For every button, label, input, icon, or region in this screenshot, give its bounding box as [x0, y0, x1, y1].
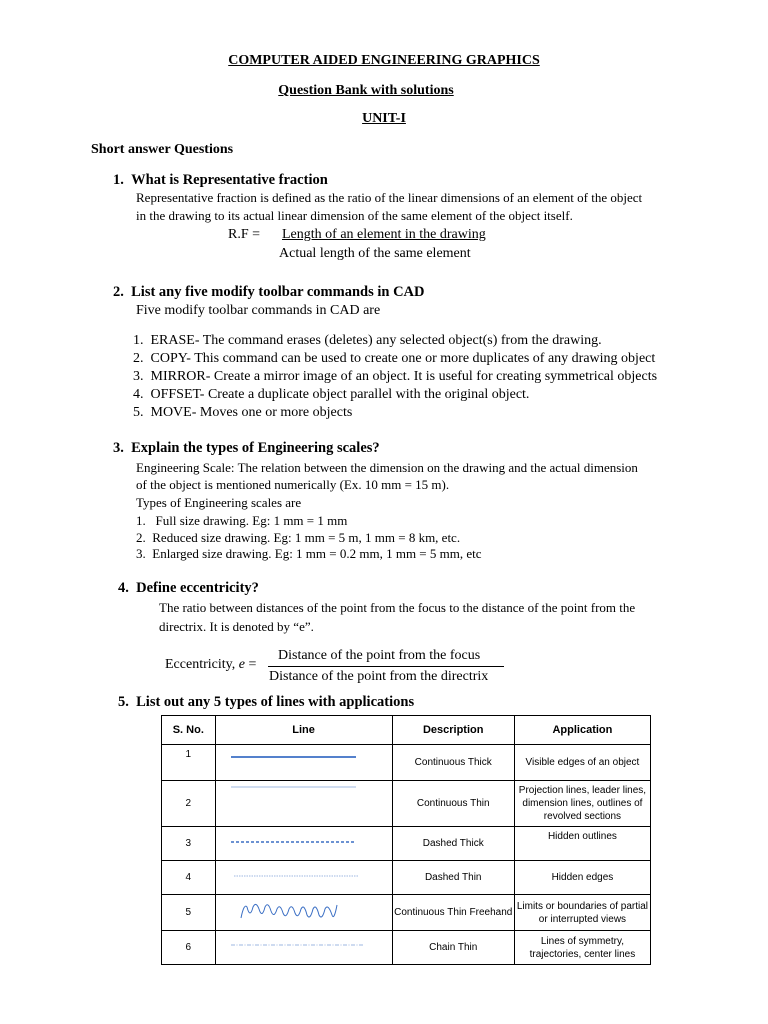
rf-denominator: Actual length of the same element: [279, 246, 471, 261]
application-cell: Projection lines, leader lines, dimension lines, outlines of revolved sections: [514, 781, 650, 827]
line-sample-cell: [215, 861, 392, 895]
table-row: [162, 861, 651, 895]
lines-table: [161, 715, 651, 965]
application-cell: Hidden edges: [514, 861, 650, 895]
freehand-line-sample: [216, 895, 392, 927]
list-item: 3. MIRROR- Create a mirror image of an object. It is useful for creating symmetrical objects: [133, 369, 658, 384]
fraction-bar: [268, 666, 504, 667]
list-item: 2. Reduced size drawing. Eg: 1 mm = 5 m, 1 mm = 8 km, etc.: [136, 530, 461, 545]
table-row: [162, 931, 651, 965]
table-header-row: [162, 716, 651, 745]
line-sample-cell: [215, 781, 392, 827]
section-heading: Short answer Questions: [91, 142, 234, 157]
application-cell: Visible edges of an object: [514, 745, 650, 781]
q5-heading: 5. List out any 5 types of lines with applications: [118, 694, 415, 710]
rf-numerator: Length of an element in the drawing: [282, 227, 486, 242]
description-cell: Dashed Thick: [392, 827, 514, 861]
column-header: Application: [514, 716, 650, 745]
q2-heading: 2. List any five modify toolbar commands in CAD: [113, 284, 425, 300]
description-cell: Continuous Thin: [392, 781, 514, 827]
column-header: Description: [392, 716, 514, 745]
q1-line1: Representative fraction is defined as the ratio of the linear dimensions of an element of the object: [136, 190, 643, 205]
q3-heading: 3. Explain the types of Engineering scales?: [113, 440, 380, 456]
sno-cell: 6: [162, 931, 216, 965]
document-subtitle: Question Bank with solutions: [278, 83, 454, 98]
application-cell: Lines of symmetry, trajectories, center lines: [514, 931, 650, 965]
chain-thin-line-sample: [216, 931, 392, 961]
q4-line1: The ratio between distances of the point from the focus to the distance of the point from the: [159, 600, 636, 615]
column-header: Line: [215, 716, 392, 745]
list-item: 5. MOVE- Moves one or more objects: [133, 405, 353, 420]
formula-label: Eccentricity, e =: [165, 657, 257, 672]
table-row: [162, 827, 651, 861]
list-item: 2. COPY- This command can be used to create one or more duplicates of any drawing object: [133, 351, 656, 366]
q1-heading: 1. What is Representative fraction: [113, 172, 328, 188]
dashed-thick-line-sample: [216, 827, 392, 857]
list-item: 3. Enlarged size drawing. Eg: 1 mm = 0.2 mm, 1 mm = 5 mm, etc: [136, 546, 482, 561]
line-sample-cell: [215, 895, 392, 931]
q4-heading: 4. Define eccentricity?: [118, 580, 259, 596]
q2-intro: Five modify toolbar commands in CAD are: [136, 303, 381, 318]
list-item: 4. OFFSET- Create a duplicate object parallel with the original object.: [133, 387, 530, 402]
formula-numerator: Distance of the point from the focus: [278, 648, 481, 663]
line-sample-cell: [215, 827, 392, 861]
list-item: 1. ERASE- The command erases (deletes) any selected object(s) from the drawing.: [133, 333, 602, 348]
sno-cell: 1: [162, 745, 216, 781]
continuous-thick-line-sample: [216, 745, 392, 777]
sno-cell: 3: [162, 827, 216, 861]
description-cell: Dashed Thin: [392, 861, 514, 895]
sno-cell: 5: [162, 895, 216, 931]
list-item: 1. Full size drawing. Eg: 1 mm = 1 mm: [136, 513, 348, 528]
line-sample-cell: [215, 931, 392, 965]
document-title: COMPUTER AIDED ENGINEERING GRAPHICS: [228, 53, 540, 68]
continuous-thin-line-sample: [216, 781, 392, 823]
q4-line2: directrix. It is denoted by “e”.: [159, 619, 314, 634]
rf-label: R.F =: [228, 227, 261, 242]
sno-cell: 2: [162, 781, 216, 827]
q3-types-intro: Types of Engineering scales are: [136, 495, 302, 510]
column-header: S. No.: [162, 716, 216, 745]
q3-line1: Engineering Scale: The relation between the dimension on the drawing and the actual dimension: [136, 460, 638, 475]
unit-heading: UNIT-I: [362, 111, 406, 126]
q3-line2: of the object is mentioned numerically (Ex. 10 mm = 15 m).: [136, 477, 450, 492]
table-row: [162, 745, 651, 781]
line-sample-cell: [215, 745, 392, 781]
sno-cell: 4: [162, 861, 216, 895]
table-row: [162, 895, 651, 931]
description-cell: Chain Thin: [392, 931, 514, 965]
application-cell: Hidden outlines: [514, 827, 650, 861]
description-cell: Continuous Thin Freehand: [392, 895, 514, 931]
q1-line2: in the drawing to its actual linear dimension of the same element of the object itself.: [136, 208, 573, 223]
table-row: [162, 781, 651, 827]
description-cell: Continuous Thick: [392, 745, 514, 781]
formula-denominator: Distance of the point from the directrix: [269, 669, 489, 684]
application-cell: Limits or boundaries of partial or interrupted views: [514, 895, 650, 931]
dashed-thin-line-sample: [216, 861, 392, 891]
